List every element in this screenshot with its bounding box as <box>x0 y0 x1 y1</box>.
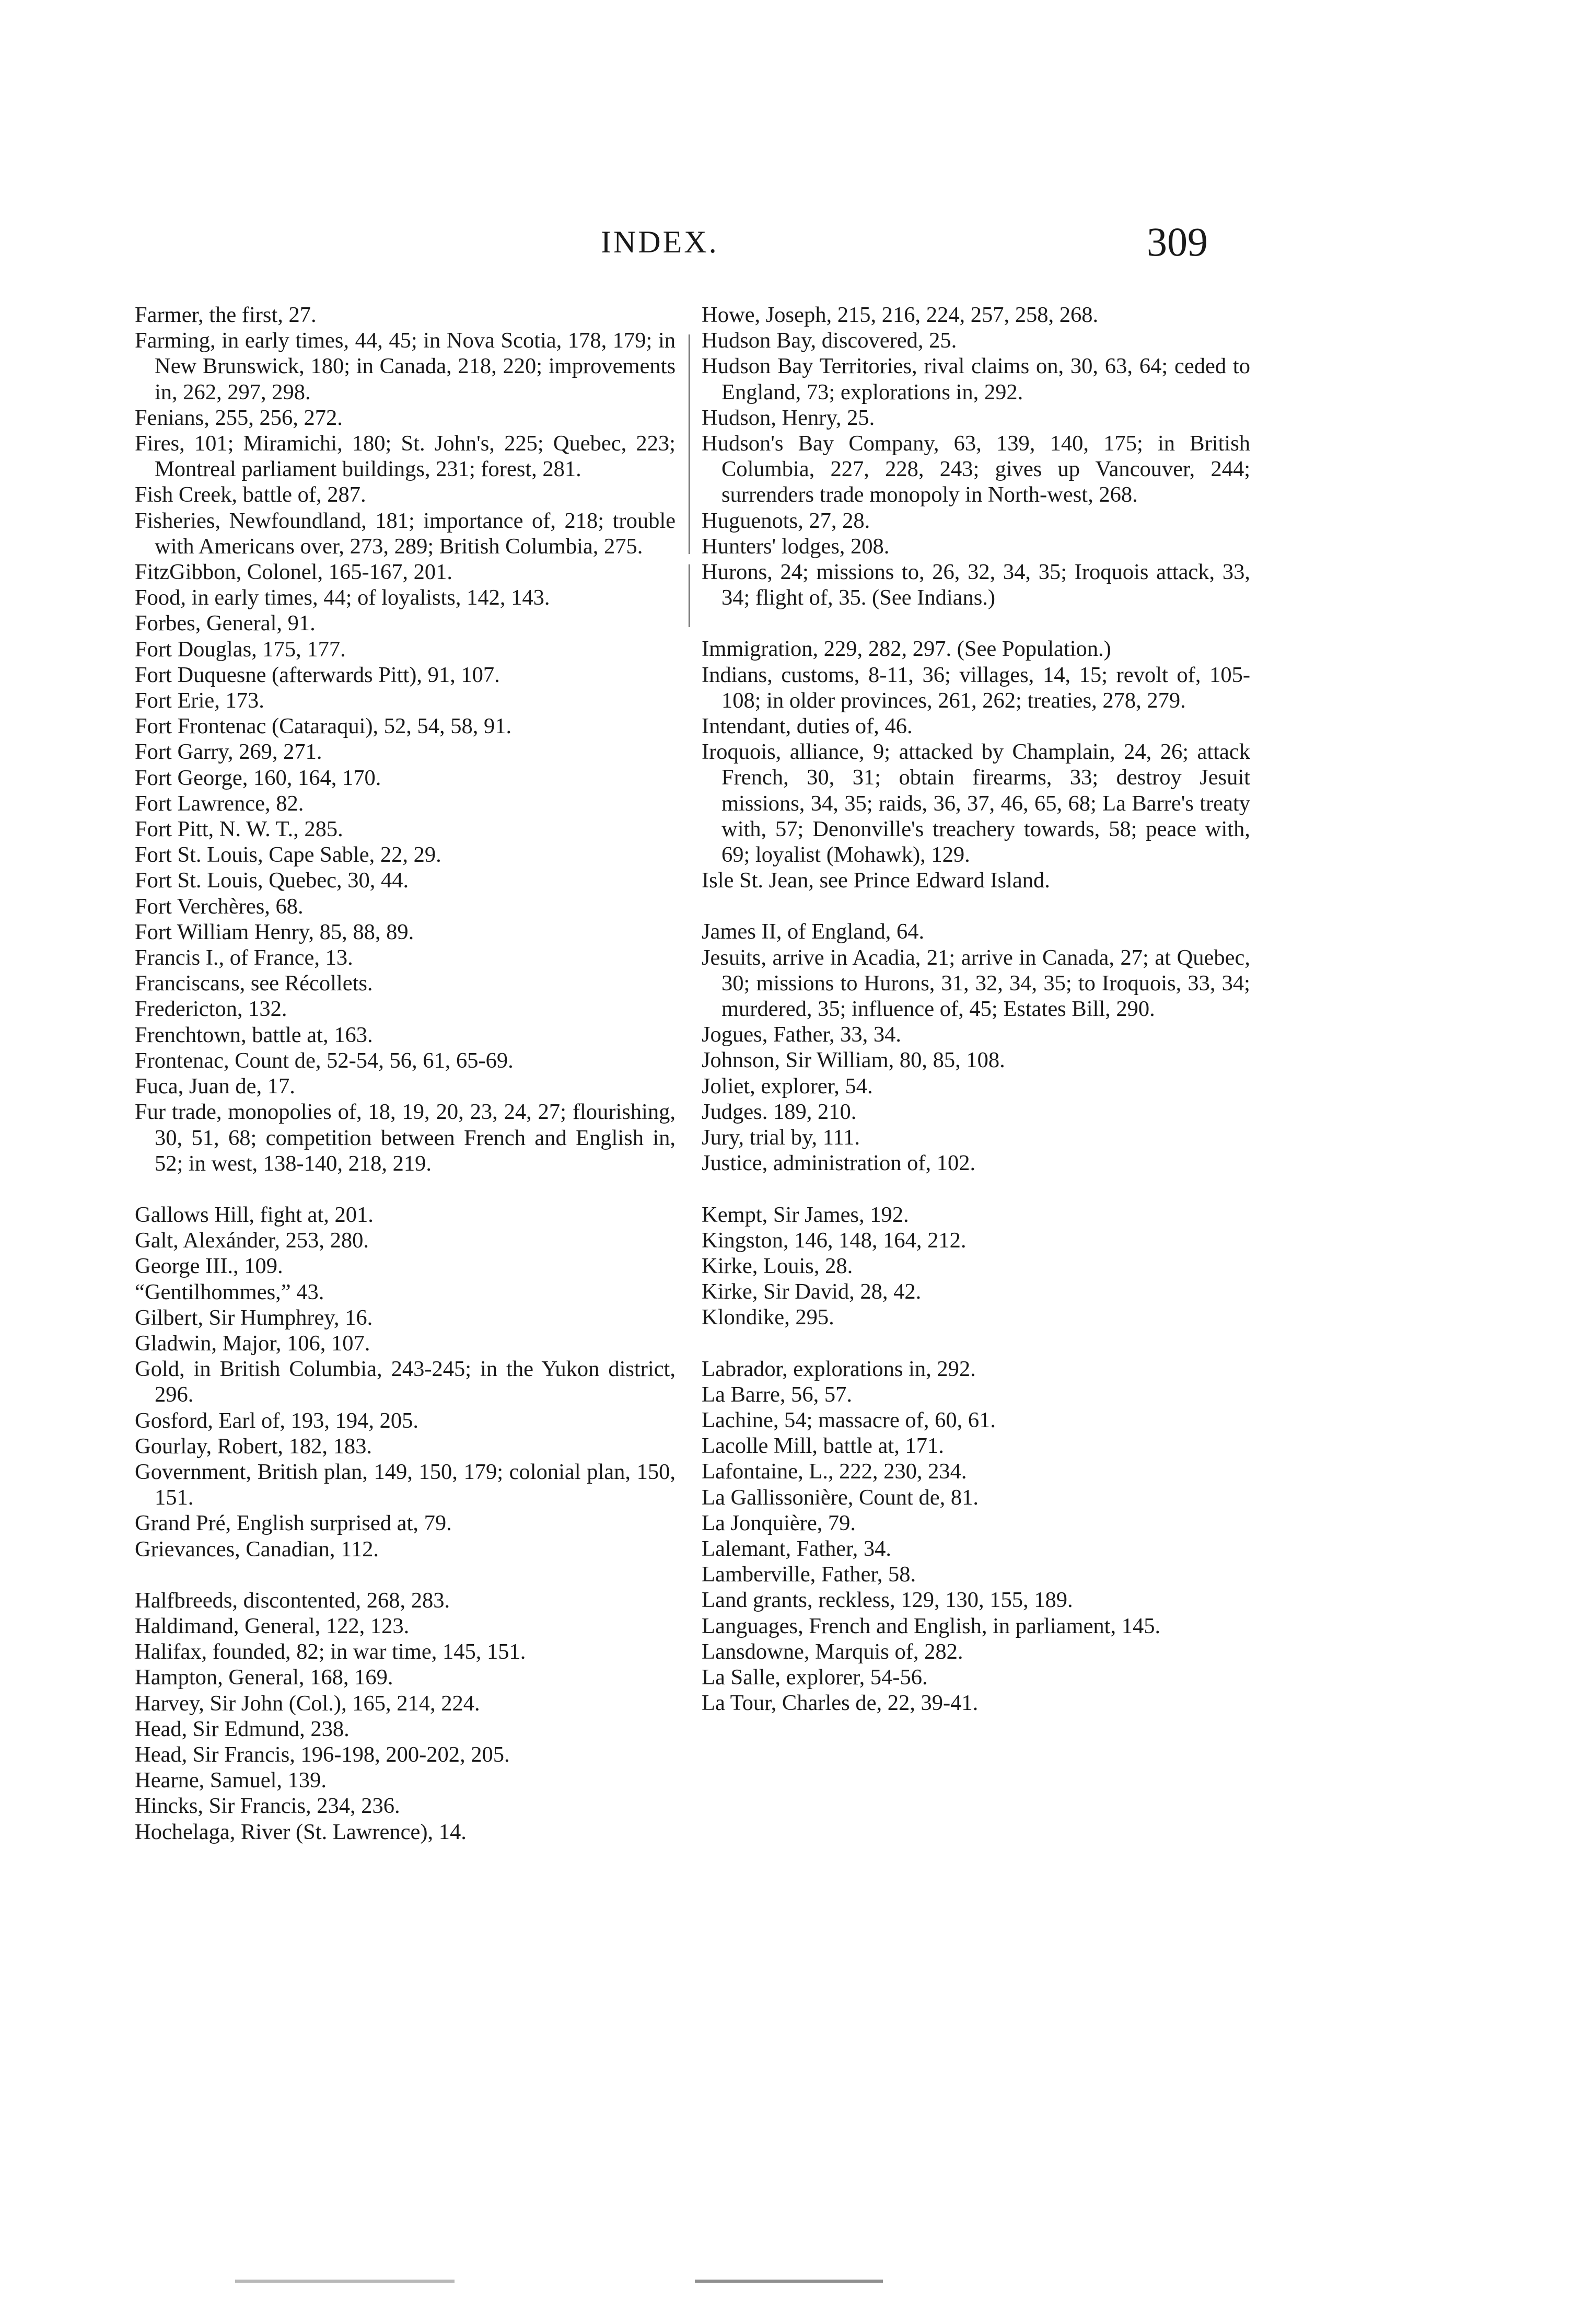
index-entry: Gladwin, Major, 106, 107. <box>135 1331 370 1356</box>
index-entry: Isle St. Jean, see Prince Edward Island. <box>702 868 1050 893</box>
letter-group-gap <box>702 1331 1250 1356</box>
index-entry: Fort Duquesne (afterwards Pitt), 91, 107. <box>135 662 500 687</box>
index-entry: La Tour, Charles de, 22, 39-41. <box>702 1691 979 1716</box>
index-entry: La Gallissonière, Count de, 81. <box>702 1485 979 1510</box>
column-rule <box>689 564 690 627</box>
index-entry: Lacolle Mill, battle at, 171. <box>702 1433 944 1459</box>
index-entry: Johnson, Sir William, 80, 85, 108. <box>702 1048 1005 1073</box>
index-entry: Hudson Bay Territories, rival claims on, 30, 63, 64; ceded to England, 73; explorations in, 292. <box>702 354 1250 404</box>
letter-group-gap <box>702 610 1250 636</box>
index-entry: Judges. 189, 210. <box>702 1099 857 1124</box>
index-entry: Kirke, Louis, 28. <box>702 1253 853 1278</box>
letter-group-gap <box>135 1562 676 1588</box>
index-entry: Halifax, founded, 82; in war time, 145, 151. <box>135 1639 526 1664</box>
index-entry: Hudson's Bay Company, 63, 139, 140, 175; in British Columbia, 227, 228, 243; gives up Vancouver, 244; surrenders trade monopoly in North-west, 268. <box>702 431 1250 507</box>
letter-group-gap <box>702 1176 1250 1202</box>
index-entry: La Barre, 56, 57. <box>702 1382 852 1407</box>
index-entry: Francis I., of France, 13. <box>135 945 353 970</box>
index-entry: Gilbert, Sir Humphrey, 16. <box>135 1305 373 1330</box>
index-entry: Lamberville, Father, 58. <box>702 1562 916 1587</box>
index-entry: Fort Garry, 269, 271. <box>135 739 322 765</box>
index-entry: Hearne, Samuel, 139. <box>135 1768 327 1793</box>
index-entry: Fish Creek, battle of, 287. <box>135 482 366 507</box>
index-entry: Galt, Alexánder, 253, 280. <box>135 1228 369 1253</box>
index-entry: Land grants, reckless, 129, 130, 155, 189. <box>702 1588 1073 1613</box>
index-entry: Hincks, Sir Francis, 234, 236. <box>135 1794 400 1819</box>
page-number: 309 <box>1147 219 1208 264</box>
index-entry: Lansdowne, Marquis of, 282. <box>702 1639 963 1664</box>
index-entry: Jury, trial by, 111. <box>702 1125 860 1150</box>
index-entry: Grievances, Canadian, 112. <box>135 1536 379 1562</box>
index-entry: Fort Pitt, N. W. T., 285. <box>135 817 343 842</box>
index-entry: Hudson, Henry, 25. <box>702 405 875 430</box>
index-entry: Lachine, 54; massacre of, 60, 61. <box>702 1407 996 1432</box>
index-entry: Jogues, Father, 33, 34. <box>702 1022 901 1047</box>
index-entry: Fort George, 160, 164, 170. <box>135 765 381 790</box>
index-entry: Hunters' lodges, 208. <box>702 534 890 559</box>
index-entry: Government, British plan, 149, 150, 179; colonial plan, 150, 151. <box>135 1459 676 1510</box>
index-entry: Justice, administration of, 102. <box>702 1151 976 1176</box>
index-entry: La Salle, explorer, 54-56. <box>702 1664 928 1690</box>
letter-group-gap <box>135 1176 676 1202</box>
index-entry: Hochelaga, River (St. Lawrence), 14. <box>135 1819 467 1844</box>
column-rule <box>689 334 690 554</box>
index-entry: Kingston, 146, 148, 164, 212. <box>702 1228 967 1253</box>
index-entry: Fort St. Louis, Quebec, 30, 44. <box>135 868 409 893</box>
index-entry: Farmer, the first, 27. <box>135 303 317 327</box>
index-entry: Immigration, 229, 282, 297. (See Population.) <box>702 637 1111 662</box>
index-entry: Head, Sir Francis, 196-198, 200-202, 205. <box>135 1742 510 1767</box>
index-entry: Languages, French and English, in parliament, 145. <box>702 1613 1161 1638</box>
index-entry: Fort Erie, 173. <box>135 688 264 713</box>
page-header <box>0 218 1595 265</box>
index-entry: Indians, customs, 8-11, 36; villages, 14, 15; revolt of, 105-108; in older provinces, 261, 262; treaties, 278, 279. <box>702 662 1250 713</box>
index-entry: Gallows Hill, fight at, 201. <box>135 1202 374 1227</box>
index-entry: Head, Sir Edmund, 238. <box>135 1716 350 1741</box>
index-entry: Kirke, Sir David, 28, 42. <box>702 1279 922 1304</box>
index-entry: Harvey, Sir John (Col.), 165, 214, 224. <box>135 1691 480 1716</box>
index-entry: Gosford, Earl of, 193, 194, 205. <box>135 1408 418 1433</box>
index-entry: Fort William Henry, 85, 88, 89. <box>135 919 414 944</box>
index-entry: Fort Douglas, 175, 177. <box>135 637 346 662</box>
print-smudge <box>695 2280 883 2283</box>
index-entry: Fort Verchères, 68. <box>135 894 304 919</box>
index-entry: Fort St. Louis, Cape Sable, 22, 29. <box>135 842 441 868</box>
index-entry: Frenchtown, battle at, 163. <box>135 1022 373 1047</box>
index-entry: Hampton, General, 168, 169. <box>135 1665 393 1690</box>
index-entry: Franciscans, see Récollets. <box>135 971 373 996</box>
index-entry: Lalemant, Father, 34. <box>702 1536 891 1561</box>
index-entry: Fredericton, 132. <box>135 997 287 1022</box>
index-entry: Fur trade, monopolies of, 18, 19, 20, 23, 24, 27; flourishing, 30, 51, 68; competition between French and English in, 52; in west, 138-140, 218, 219. <box>135 1100 676 1176</box>
index-entry: Gold, in British Columbia, 243-245; in the Yukon district, 296. <box>135 1357 676 1407</box>
index-entry: Labrador, explorations in, 292. <box>702 1356 976 1381</box>
index-entry: Fort Frontenac (Cataraqui), 52, 54, 58, 91. <box>135 714 512 739</box>
index-entry: Joliet, explorer, 54. <box>702 1073 873 1099</box>
index-entry: George III., 109. <box>135 1254 283 1279</box>
index-entry: Intendant, duties of, 46. <box>702 714 913 739</box>
index-entry: Hudson Bay, discovered, 25. <box>702 328 957 353</box>
index-entry: La Jonquière, 79. <box>702 1510 856 1535</box>
index-entry: Iroquois, alliance, 9; attacked by Champlain, 24, 26; attack French, 30, 31; obtain firearms, 33; destroy Jesuit missions, 34, 35; raids, 36, 37, 46, 65, 68; La Barre's treaty with, 57; Denonville's treachery towards, 58; peace with, 69; loyalist (Mohawk), 129. <box>702 739 1250 868</box>
index-entry: Howe, Joseph, 215, 216, 224, 257, 258, 268. <box>702 303 1099 327</box>
index-column-right <box>702 302 1250 1716</box>
index-entry: Hurons, 24; missions to, 26, 32, 34, 35; Iroquois attack, 33, 34; flight of, 35. (See Indians.) <box>702 560 1250 610</box>
index-column-left <box>135 302 676 1845</box>
index-entry: Fenians, 255, 256, 272. <box>135 405 343 430</box>
index-entry: Fort Lawrence, 82. <box>135 791 304 816</box>
index-entry: Kempt, Sir James, 192. <box>702 1202 909 1227</box>
letter-group-gap <box>702 893 1250 919</box>
index-entry: Halfbreeds, discontented, 268, 283. <box>135 1588 450 1613</box>
index-entry: Fuca, Juan de, 17. <box>135 1074 295 1099</box>
index-entry: Frontenac, Count de, 52-54, 56, 61, 65-69. <box>135 1048 514 1073</box>
index-entry: Klondike, 295. <box>702 1305 834 1330</box>
index-entry: FitzGibbon, Colonel, 165-167, 201. <box>135 560 452 585</box>
print-smudge <box>235 2280 455 2283</box>
index-entry: Jesuits, arrive in Acadia, 21; arrive in Canada, 27; at Quebec, 30; missions to Hurons, 31, 32, 34, 35; to Iroquois, 33, 34; murdered, 35; influence of, 45; Estates Bill, 290. <box>702 945 1250 1022</box>
index-entry: Grand Pré, English surprised at, 79. <box>135 1511 452 1536</box>
index-entry: “Gentilhommes,” 43. <box>135 1279 324 1304</box>
index-entry: Forbes, General, 91. <box>135 611 316 636</box>
index-entry: Food, in early times, 44; of loyalists, 142, 143. <box>135 585 550 610</box>
page-title: INDEX. <box>601 225 719 259</box>
index-entry: Farming, in early times, 44, 45; in Nova Scotia, 178, 179; in New Brunswick, 180; in Canada, 218, 220; improvements in, 262, 297, 298. <box>135 328 676 404</box>
index-entry: Huguenots, 27, 28. <box>702 508 870 533</box>
index-entry: Haldimand, General, 122, 123. <box>135 1613 410 1638</box>
index-entry: James II, of England, 64. <box>702 919 925 944</box>
index-entry: Lafontaine, L., 222, 230, 234. <box>702 1459 967 1484</box>
index-entry: Fisheries, Newfoundland, 181; importance of, 218; trouble with Americans over, 273, 289; British Columbia, 275. <box>135 508 676 559</box>
index-entry: Fires, 101; Miramichi, 180; St. John's, 225; Quebec, 223; Montreal parliament buildings, 231; forest, 281. <box>135 431 676 482</box>
index-entry: Gourlay, Robert, 182, 183. <box>135 1433 372 1459</box>
